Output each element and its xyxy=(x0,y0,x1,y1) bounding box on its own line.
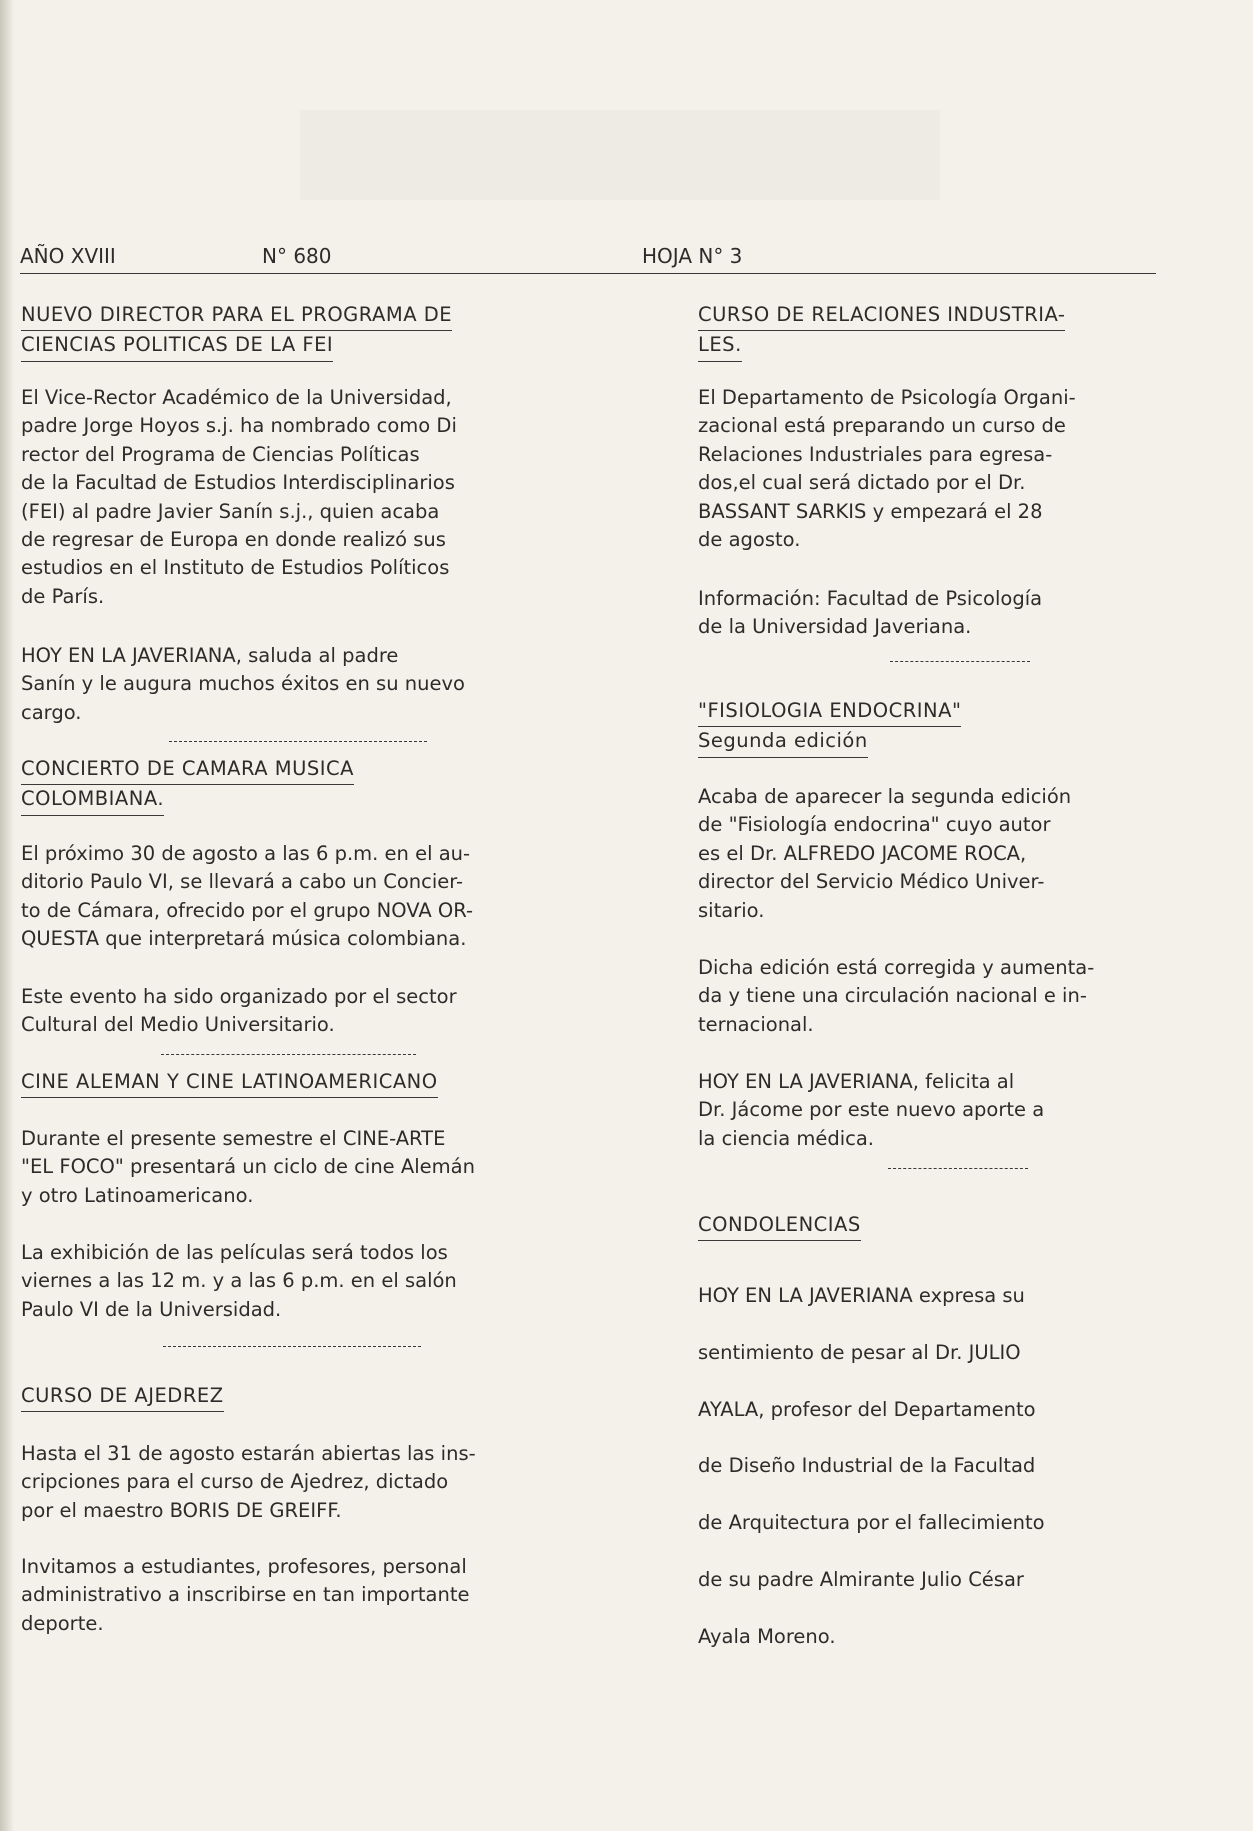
title-line: Segunda edición xyxy=(698,727,868,757)
article-title-endocrine xyxy=(698,697,1218,758)
article-paragraph: HOY EN LA JAVERIANA, felicita al Dr. Jácome por este nuevo aporte a la ciencia médica. xyxy=(698,1070,1045,1150)
title-line: CINE ALEMAN Y CINE LATINOAMERICANO xyxy=(21,1068,438,1098)
article-paragraph: Información: Facultad de Psicología de la Universidad Javeriana. xyxy=(698,587,1043,639)
article-paragraph: Acaba de aparecer la segunda edición de "Fisiología endocrina" cuyo autor es el Dr. ALFREDO JACOME ROCA, director del Servicio Médico Univer- sitario. xyxy=(698,785,1072,922)
article-title-new-director xyxy=(21,301,626,362)
title-line: CONDOLENCIAS xyxy=(698,1211,861,1241)
article-paragraph: Durante el presente semestre el CINE-ARTE "EL FOCO" presentará un ciclo de cine Alemán y otro Latinoamericano. xyxy=(21,1127,475,1207)
separator-dashes xyxy=(163,1346,421,1347)
header-year: AÑO XVIII xyxy=(20,244,116,268)
condolences-line: sentimiento de pesar al Dr. JULIO xyxy=(698,1340,1021,1364)
article-paragraph: HOY EN LA JAVERIANA, saluda al padre Sanín y le augura muchos éxitos en su nuevo cargo. xyxy=(21,644,465,724)
condolences-line: de su padre Almirante Julio César xyxy=(698,1567,1024,1591)
separator-dashes xyxy=(890,661,1030,662)
article-paragraph: La exhibición de las películas será todos los viernes a las 12 m. y a las 6 p.m. en el salón Paulo VI de la Universidad. xyxy=(21,1241,457,1321)
title-line: "FISIOLOGIA ENDOCRINA" xyxy=(698,697,961,727)
article-title-concert xyxy=(21,755,626,816)
article-paragraph: Dicha edición está corregida y aumenta- da y tiene una circulación nacional e in- ternacional. xyxy=(698,956,1095,1036)
title-line: COLOMBIANA. xyxy=(21,785,164,815)
condolences-line: de Arquitectura por el fallecimiento xyxy=(698,1511,1045,1535)
title-line: NUEVO DIRECTOR PARA EL PROGRAMA DE xyxy=(21,301,452,331)
article-paragraph: Invitamos a estudiantes, profesores, personal administrativo a inscribirse en tan importante deporte. xyxy=(21,1555,470,1635)
article-title-cinema xyxy=(21,1068,626,1098)
article-paragraph: El Departamento de Psicología Organi- zacional está preparando un curso de Relaciones Industriales para egresa- dos,el cual será dictado por el Dr. BASSANT SARKIS y empezará el 28 de agosto. xyxy=(698,386,1076,552)
header-sheet: HOJA N° 3 xyxy=(642,244,743,268)
title-line: CURSO DE AJEDREZ xyxy=(21,1382,224,1412)
header-rule xyxy=(20,273,1156,274)
bleed-through-masthead xyxy=(300,110,940,200)
condolences-line: Ayala Moreno. xyxy=(698,1624,836,1648)
separator-dashes xyxy=(169,741,427,742)
header-number: N° 680 xyxy=(262,244,332,268)
article-paragraph: El Vice-Rector Académico de la Universidad, padre Jorge Hoyos s.j. ha nombrado como Di rector del Programa de Ciencias Políticas de la Facultad de Estudios Interdisciplinarios (FEI) al padre Javier Sanín s.j., quien acaba de regresar de Europa en donde realizó sus estudios en el Instituto de Estudios Políticos de París. xyxy=(21,386,457,608)
title-line: CONCIERTO DE CAMARA MUSICA xyxy=(21,755,354,785)
condolences-text xyxy=(698,1268,1218,1666)
separator-dashes xyxy=(161,1054,416,1055)
article-title-industrial-relations xyxy=(698,301,1218,362)
title-line: LES. xyxy=(698,331,742,361)
article-title-chess xyxy=(21,1382,626,1412)
article-paragraph: Hasta el 31 de agosto estarán abiertas las ins- cripciones para el curso de Ajedrez, dictado por el maestro BORIS DE GREIFF. xyxy=(21,1442,476,1522)
page-edge-shadow xyxy=(0,0,14,1831)
title-line: CURSO DE RELACIONES INDUSTRIA- xyxy=(698,301,1065,331)
article-paragraph: Este evento ha sido organizado por el sector Cultural del Medio Universitario. xyxy=(21,985,457,1037)
condolences-line: HOY EN LA JAVERIANA expresa su xyxy=(698,1284,1025,1307)
condolences-line: AYALA, profesor del Departamento xyxy=(698,1397,1036,1421)
article-title-condolences xyxy=(698,1211,1218,1241)
article-paragraph: El próximo 30 de agosto a las 6 p.m. en el au- ditorio Paulo VI, se llevará a cabo un Concier- to de Cámara, ofrecido por el grupo NOVA OR- QUESTA que interpretará música colombiana. xyxy=(21,842,474,951)
title-line: CIENCIAS POLITICAS DE LA FEI xyxy=(21,331,333,361)
separator-dashes xyxy=(888,1168,1028,1169)
condolences-line: de Diseño Industrial de la Facultad xyxy=(698,1454,1036,1478)
